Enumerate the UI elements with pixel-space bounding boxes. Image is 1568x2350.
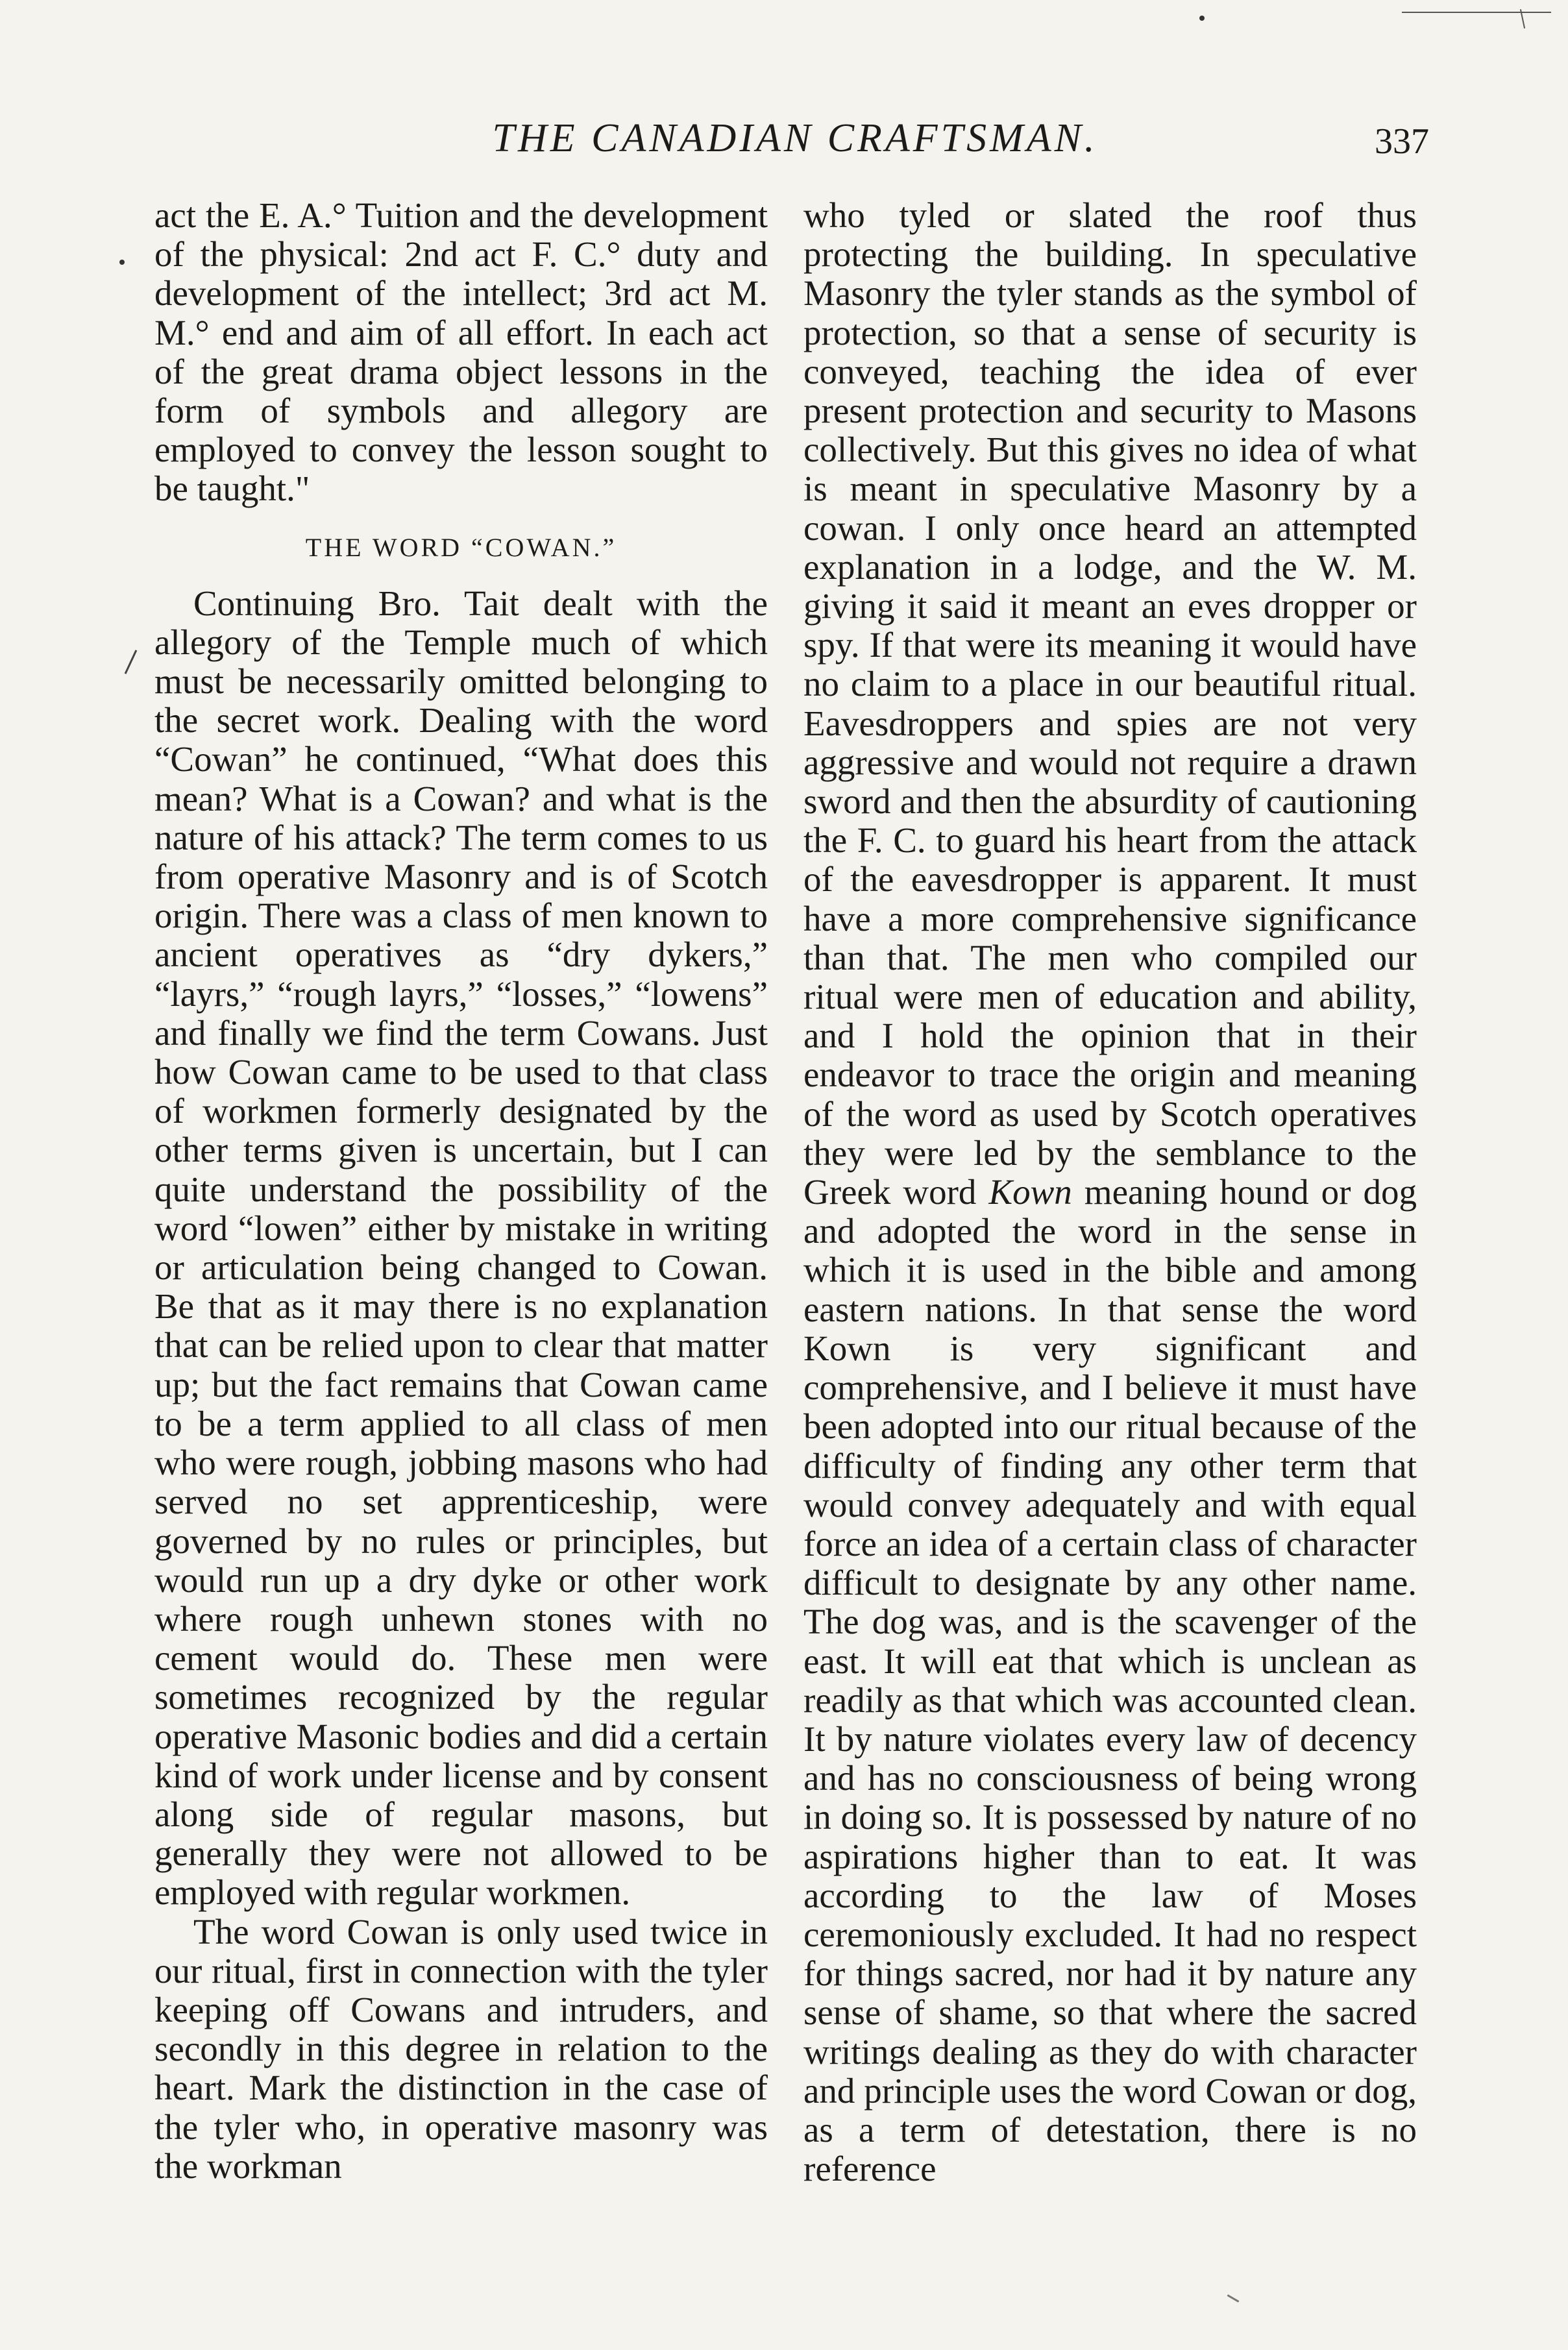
greek-word: Kown	[988, 1172, 1072, 1212]
paragraph: act the E. A.° Tuition and the development of the physical: 2nd act F. C.° duty and development of the intellect; 3rd act M. M.° end and aim of all effort. In each act of the great drama object lessons in the form of symbols and allegory are employed to convey the lesson sought to be taught."	[154, 196, 768, 509]
footer-mark	[1227, 2294, 1240, 2303]
paragraph: The word Cowan is only used twice in our ritual, first in connection with the tyler keeping off Cowans and intruders, and secondly in this degree in relation to the heart. Mark the distinction in the case of the tyler who, in operative masonry was the workman	[154, 1911, 768, 2186]
paragraph-text: who tyled or slated the roof thus protecting the building. In speculative Masonry the tyler stands as the symbol of protection, so that a sense of security is conveyed, teaching the idea of ever present protection and security to Masons collectively. But this gives no idea of what is meant in speculative Masonry by a cowan. I only once heard an attempted explanation in a lodge, and the W. M. giving it said it meant an eves dropper or spy. If that were its meaning it would have no claim to a place in our beautiful ritual. Eavesdroppers and spies are not very aggressive and would not require a drawn sword and then the absurdity of cautioning the F. C. to guard his heart from the attack of the eavesdropper is apparent. It must have a more comprehensive significance than that. The men who compiled our ritual were men of education and ability, and I hold the opinion that in their endeavor to trace the origin and meaning of the word as used by Scotch operatives they were led by the semblance to the Greek word	[803, 196, 1417, 1212]
section-heading: THE WORD “COWAN.”	[305, 532, 617, 562]
ink-dot	[1199, 16, 1205, 21]
margin-slash	[125, 650, 138, 674]
page-number: 337	[1375, 121, 1429, 162]
paragraph: Continuing Bro. Tait dealt with the allegory of the Temple much of which must be necessarily omitted belonging to the secret work. Dealing with the word “Cowan” he continued, “What does this mean? What is a Cowan? and what is the nature of his attack? The term comes to us from operative Masonry and is of Scotch origin. There was a class of men known to ancient operatives as “dry dykers,” “layrs,” “rough layrs,” “losses,” “lowens” and finally we find the term Cowans. Just how Cowan came to be used to that class of workmen formerly designated by the other terms given is uncertain, but I can quite understand the possibility of the word “lowen” either by mistake in writing or articulation being changed to Cowan. Be that as it may there is no explanation that can be relied upon to clear that matter up; but the fact remains that Cowan came to be a term applied to all class of men who were rough, jobbing masons who had served no set apprenticeship, were governed by no rules or principles, but would run up a dry dyke or other work where rough unhewn stones with no cement would do. These men were sometimes recognized by the regular operative Masonic bodies and did a certain kind of work under license and by consent along side of regular masons, but generally they were not allowed to be employed with regular workmen.	[154, 583, 768, 1913]
left-column	[154, 196, 768, 2260]
running-title: THE CANADIAN CRAFTSMAN.	[492, 116, 1098, 160]
right-column	[803, 196, 1417, 2260]
paragraph-text: meaning hound or dog and adopted the word in the sense in which it is used in the bible and among eastern nations. In that sense the word Kown is very significant and comprehensive, and I believe it must have been adopted into our ritual because of the difficulty of finding any other term that would convey adequately and with equal force an idea of a certain class of character difficult to designate by any other name. The dog was, and is the scavenger of the east. It will eat that which is unclean as readily as that which was accounted clean. It by nature violates every law of decency and has no consciousness of being wrong in doing so. It is possessed by nature of no aspirations higher than to eat. It was according to the law of Moses ceremoniously excluded. It had no respect for things sacred, nor had it by nature any sense of shame, so that where the sacred writings dealing as they do with character and principle uses the word Cowan or dog, as a term of detestation, there is no reference	[803, 1172, 1417, 2189]
margin-dot	[119, 260, 125, 265]
paragraph	[803, 196, 1417, 2188]
header-rule	[1402, 12, 1551, 13]
